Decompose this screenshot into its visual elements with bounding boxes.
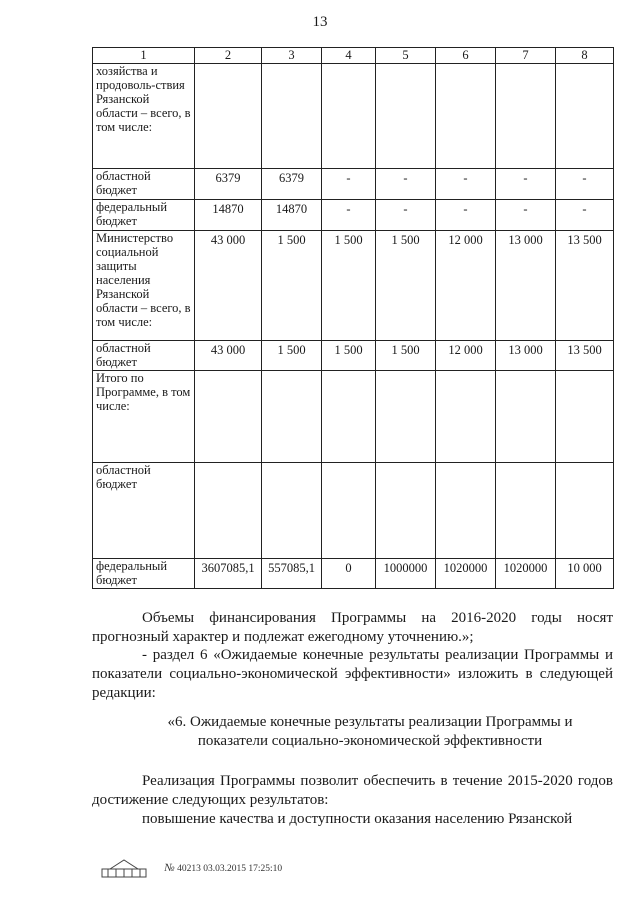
cell-value: - xyxy=(556,200,614,231)
cell-value xyxy=(195,463,262,559)
cell-value: 10 000 xyxy=(556,559,614,589)
cell-value: 12 000 xyxy=(436,231,496,341)
cell-value xyxy=(496,371,556,463)
table-row xyxy=(93,200,614,231)
page-number: 13 xyxy=(312,14,328,30)
cell-value: 13 500 xyxy=(556,341,614,371)
number-sign: № xyxy=(164,862,175,874)
cell-value: - xyxy=(496,169,556,200)
cell-value: 14870 xyxy=(262,200,322,231)
row-label: федеральный бюджет xyxy=(93,559,195,589)
cell-value xyxy=(195,64,262,169)
cell-value: 43 000 xyxy=(195,231,262,341)
document-footer xyxy=(100,857,282,879)
cell-value: 557085,1 xyxy=(262,559,322,589)
table-row xyxy=(93,231,614,341)
building-stamp-icon xyxy=(100,857,148,879)
cell-value xyxy=(376,64,436,169)
row-label: Итого по Программе, в том числе: xyxy=(93,371,195,463)
table-row xyxy=(93,64,614,169)
cell-value: 1 500 xyxy=(376,341,436,371)
col-header: 5 xyxy=(376,48,436,64)
row-label: областной бюджет xyxy=(93,463,195,559)
cell-value: 12 000 xyxy=(436,341,496,371)
cell-value: - xyxy=(376,200,436,231)
col-header: 7 xyxy=(496,48,556,64)
paragraph-result-item: повышение качества и доступности оказания населению Рязанской xyxy=(142,811,573,827)
cell-value: - xyxy=(556,169,614,200)
cell-value: 1 500 xyxy=(376,231,436,341)
cell-value: 1 500 xyxy=(262,341,322,371)
cell-value: 43 000 xyxy=(195,341,262,371)
cell-value xyxy=(262,64,322,169)
cell-value: 1000000 xyxy=(376,559,436,589)
row-label: федеральный бюджет xyxy=(93,200,195,231)
table-row xyxy=(93,169,614,200)
cell-value: 6379 xyxy=(262,169,322,200)
cell-value xyxy=(262,371,322,463)
cell-value xyxy=(556,64,614,169)
cell-value xyxy=(195,371,262,463)
cell-value xyxy=(322,371,376,463)
paragraph-section-6-amendment: - раздел 6 «Ожидаемые конечные результаты реализации Программы и показатели социально-экономической эффективности» изложить в следующей редакции: xyxy=(92,647,613,701)
cell-value xyxy=(496,64,556,169)
financing-table xyxy=(92,47,614,589)
cell-value: 14870 xyxy=(195,200,262,231)
cell-value xyxy=(436,371,496,463)
cell-value xyxy=(322,463,376,559)
table-row xyxy=(93,371,614,463)
cell-value xyxy=(436,463,496,559)
cell-value: - xyxy=(496,200,556,231)
col-header: 4 xyxy=(322,48,376,64)
cell-value: 13 500 xyxy=(556,231,614,341)
cell-value: 1020000 xyxy=(496,559,556,589)
cell-value: - xyxy=(322,169,376,200)
paragraph-financing-note: Объемы финансирования Программы на 2016-2020 годы носят прогнозный характер и подлежат ежегодному уточнению.»; xyxy=(92,610,613,645)
paragraph-results-intro: Реализация Программы позволит обеспечить в течение 2015-2020 годов достижение следующих результатов: xyxy=(92,773,613,808)
cell-value: 3607085,1 xyxy=(195,559,262,589)
cell-value: 13 000 xyxy=(496,341,556,371)
col-header: 8 xyxy=(556,48,614,64)
col-header: 1 xyxy=(93,48,195,64)
cell-value: 1 500 xyxy=(322,231,376,341)
cell-value: 1 500 xyxy=(262,231,322,341)
cell-value: 6379 xyxy=(195,169,262,200)
cell-value xyxy=(322,64,376,169)
cell-value xyxy=(496,463,556,559)
cell-value: 0 xyxy=(322,559,376,589)
row-label: хозяйства и продоволь-ствия Рязанской области – всего, в том числе: xyxy=(93,64,195,169)
cell-value: - xyxy=(436,200,496,231)
cell-value xyxy=(376,463,436,559)
table-row xyxy=(93,341,614,371)
document-registration: 40213 03.03.2015 17:25:10 xyxy=(177,864,283,874)
table-row xyxy=(93,559,614,589)
cell-value: 1 500 xyxy=(322,341,376,371)
section-heading: «6. Ожидаемые конечные результаты реализации Программы и показатели социально-экономической эффективности xyxy=(167,714,573,749)
table-header-row xyxy=(93,48,614,64)
cell-value: - xyxy=(322,200,376,231)
cell-value xyxy=(436,64,496,169)
col-header: 2 xyxy=(195,48,262,64)
cell-value: - xyxy=(436,169,496,200)
cell-value: - xyxy=(376,169,436,200)
col-header: 3 xyxy=(262,48,322,64)
row-label: областной бюджет xyxy=(93,341,195,371)
cell-value xyxy=(556,371,614,463)
cell-value xyxy=(262,463,322,559)
row-label: Министерство социальной защиты населения Рязанской области – всего, в том числе: xyxy=(93,231,195,341)
table-row xyxy=(93,463,614,559)
cell-value: 13 000 xyxy=(496,231,556,341)
col-header: 6 xyxy=(436,48,496,64)
cell-value xyxy=(556,463,614,559)
row-label: областной бюджет xyxy=(93,169,195,200)
cell-value xyxy=(376,371,436,463)
cell-value: 1020000 xyxy=(436,559,496,589)
